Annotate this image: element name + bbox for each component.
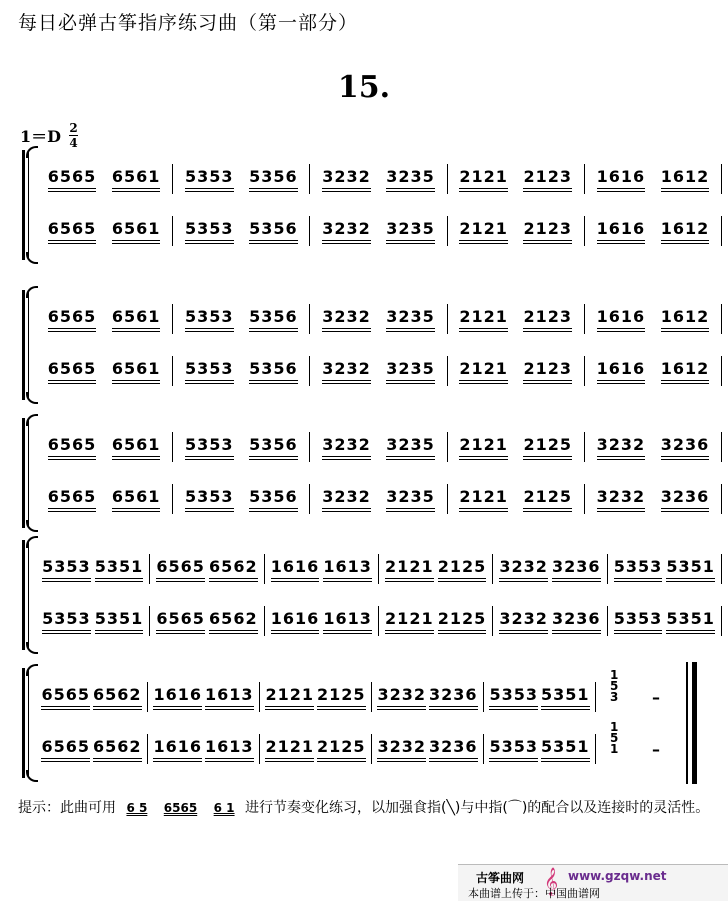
note-group: 1616 xyxy=(271,609,320,634)
note-group: 2121 xyxy=(385,557,434,582)
score-system xyxy=(22,418,722,528)
measure xyxy=(310,432,447,462)
note-group: 1616 xyxy=(597,307,646,332)
measure xyxy=(372,682,484,712)
score-system xyxy=(22,540,722,650)
measure xyxy=(173,164,310,194)
note-group: 2125 xyxy=(317,685,366,710)
measure xyxy=(493,606,607,636)
measure xyxy=(448,304,585,334)
note-group: 5356 xyxy=(249,487,298,512)
note-group: 6561 xyxy=(112,359,161,384)
note-group: 5356 xyxy=(249,219,298,244)
chord-note: 3 xyxy=(610,690,619,704)
measure xyxy=(310,164,447,194)
measure xyxy=(265,606,379,636)
note-group: 5356 xyxy=(249,359,298,384)
note-group: 3236 xyxy=(552,609,601,634)
measure xyxy=(36,432,173,462)
measure xyxy=(36,304,173,334)
system-brace xyxy=(22,290,32,400)
note-group: 3236 xyxy=(429,737,478,762)
note-group: 1616 xyxy=(597,359,646,384)
note-group: 3232 xyxy=(322,167,371,192)
note-group: 5353 xyxy=(185,219,234,244)
hint-note-2: 6565 xyxy=(163,801,198,815)
note-group: 1616 xyxy=(153,685,202,710)
upper-staff-row xyxy=(36,164,722,194)
note-group: 3235 xyxy=(386,167,435,192)
note-group: 2121 xyxy=(459,435,508,460)
measure xyxy=(260,734,372,764)
lower-staff-row xyxy=(36,734,596,764)
note-group: 6565 xyxy=(48,307,97,332)
note-group: 1616 xyxy=(271,557,320,582)
measure xyxy=(448,356,585,386)
note-group: 3232 xyxy=(377,737,426,762)
note-group: 5353 xyxy=(185,307,234,332)
measure xyxy=(36,734,148,764)
measure xyxy=(173,484,310,514)
note-group: 5353 xyxy=(185,435,234,460)
measure xyxy=(150,606,264,636)
note-group: 5353 xyxy=(614,609,663,634)
note-group: 2123 xyxy=(523,359,572,384)
note-group: 6562 xyxy=(209,557,258,582)
hint-note-1: 6 5 xyxy=(126,801,148,815)
note-group: 2121 xyxy=(459,167,508,192)
note-group: 2121 xyxy=(265,737,314,762)
note-group: 3232 xyxy=(377,685,426,710)
measure xyxy=(448,484,585,514)
score-system xyxy=(22,150,722,260)
footer-credit: 本曲谱上传于：中国曲谱网 xyxy=(468,887,600,900)
upper-staff-row xyxy=(36,682,596,712)
note-group: 2123 xyxy=(523,167,572,192)
note-group: 3232 xyxy=(499,557,548,582)
measure xyxy=(36,164,173,194)
measure xyxy=(379,554,493,584)
note-group: 5353 xyxy=(489,685,538,710)
lower-chord xyxy=(610,722,618,755)
note-group: 6565 xyxy=(48,167,97,192)
note-group: 5356 xyxy=(249,307,298,332)
score-system xyxy=(22,290,722,400)
measure xyxy=(310,484,447,514)
measure xyxy=(608,606,722,636)
chord-note: 5 xyxy=(610,679,619,693)
note-group: 5353 xyxy=(42,609,91,634)
measure xyxy=(173,356,310,386)
note-group: 3236 xyxy=(552,557,601,582)
note-group: 6561 xyxy=(112,167,161,192)
note-group: 3232 xyxy=(322,435,371,460)
system-brace xyxy=(22,150,32,260)
note-group: 2121 xyxy=(385,609,434,634)
note-group: 3236 xyxy=(661,487,710,512)
note-group: 5353 xyxy=(185,487,234,512)
note-group: 2125 xyxy=(523,487,572,512)
measure xyxy=(585,304,722,334)
measure xyxy=(379,606,493,636)
practice-hint xyxy=(18,796,718,820)
note-group: 1612 xyxy=(661,307,710,332)
sustain-dash: – xyxy=(652,740,660,759)
note-group: 2121 xyxy=(459,219,508,244)
note-group: 3236 xyxy=(661,435,710,460)
note-group: 2121 xyxy=(265,685,314,710)
upper-staff-row xyxy=(36,554,722,584)
note-group: 2125 xyxy=(438,609,487,634)
note-group: 6565 xyxy=(48,487,97,512)
measure xyxy=(484,734,596,764)
measure xyxy=(310,356,447,386)
note-group: 3232 xyxy=(322,359,371,384)
measure xyxy=(173,304,310,334)
measure xyxy=(448,432,585,462)
meter-top: 2 xyxy=(69,121,78,135)
note-group: 6562 xyxy=(93,685,142,710)
footer-domain: www.gzqw.net xyxy=(568,869,667,883)
hint-note-3: 6 1 xyxy=(213,801,235,815)
lower-staff-row xyxy=(36,216,722,246)
chord-note: 5 xyxy=(610,731,619,745)
note-group: 5351 xyxy=(541,685,590,710)
note-group: 3232 xyxy=(597,487,646,512)
sustain-dash: – xyxy=(652,688,660,707)
note-group: 1612 xyxy=(661,359,710,384)
note-group: 5351 xyxy=(666,557,715,582)
measure xyxy=(585,216,722,246)
note-group: 6565 xyxy=(48,359,97,384)
final-barline-thin xyxy=(686,662,688,784)
note-group: 6561 xyxy=(112,487,161,512)
measure xyxy=(260,682,372,712)
measure xyxy=(36,606,150,636)
piece-number: 15. xyxy=(337,70,391,105)
footer-site-name: 古筝曲网 xyxy=(476,871,525,885)
note-group: 5351 xyxy=(541,737,590,762)
note-group: 3232 xyxy=(597,435,646,460)
note-group: 1612 xyxy=(661,219,710,244)
note-group: 3232 xyxy=(322,219,371,244)
note-group: 5351 xyxy=(95,609,144,634)
note-group: 1613 xyxy=(205,685,254,710)
measure xyxy=(493,554,607,584)
note-group: 6562 xyxy=(93,737,142,762)
measure xyxy=(148,734,260,764)
score-system xyxy=(22,668,722,778)
note-group: 5353 xyxy=(185,167,234,192)
measure xyxy=(585,484,722,514)
note-group: 3232 xyxy=(322,487,371,512)
note-group: 2123 xyxy=(523,307,572,332)
note-group: 6565 xyxy=(156,557,205,582)
measure xyxy=(585,432,722,462)
measure xyxy=(173,432,310,462)
note-group: 2125 xyxy=(523,435,572,460)
time-signature xyxy=(69,122,78,149)
system-brace xyxy=(22,668,32,778)
note-group: 5353 xyxy=(42,557,91,582)
measure xyxy=(265,554,379,584)
note-group: 3235 xyxy=(386,487,435,512)
note-group: 1616 xyxy=(597,167,646,192)
note-group: 3235 xyxy=(386,219,435,244)
note-group: 5351 xyxy=(95,557,144,582)
chord-note: 1 xyxy=(610,742,619,756)
measure xyxy=(148,682,260,712)
note-group: 2125 xyxy=(317,737,366,762)
note-group: 5353 xyxy=(614,557,663,582)
note-group: 2121 xyxy=(459,487,508,512)
measure xyxy=(484,682,596,712)
key-signature xyxy=(20,122,78,149)
key-label: 1＝D xyxy=(20,127,62,146)
note-group: 5356 xyxy=(249,435,298,460)
hint-text: 进行节奏变化练习，以加强食指(╲)与中指(⌒)的配合以及连接时的灵活性。 xyxy=(245,800,710,816)
note-group: 3235 xyxy=(386,359,435,384)
measure xyxy=(448,216,585,246)
note-group: 1613 xyxy=(205,737,254,762)
note-group: 6565 xyxy=(48,435,97,460)
note-group: 3236 xyxy=(429,685,478,710)
chord-note: 1 xyxy=(610,720,619,734)
note-group: 3232 xyxy=(499,609,548,634)
lower-staff-row xyxy=(36,484,722,514)
note-group: 5353 xyxy=(489,737,538,762)
system-brace xyxy=(22,540,32,650)
chord-note: 1 xyxy=(610,668,619,682)
upper-staff-row xyxy=(36,304,722,334)
measure xyxy=(310,304,447,334)
hint-prefix: 提示：此曲可用 xyxy=(18,800,116,816)
watermark-footer xyxy=(458,864,728,901)
note-group: 1613 xyxy=(323,557,372,582)
page-header-title: 每日必弹古筝指序练习曲（第一部分） xyxy=(18,12,359,34)
note-group: 2121 xyxy=(459,359,508,384)
note-group: 3235 xyxy=(386,307,435,332)
note-group: 6561 xyxy=(112,307,161,332)
measure xyxy=(36,554,150,584)
note-group: 5351 xyxy=(666,609,715,634)
upper-staff-row xyxy=(36,432,722,462)
lower-staff-row xyxy=(36,356,722,386)
note-group: 1613 xyxy=(323,609,372,634)
measure xyxy=(585,356,722,386)
note-group: 6565 xyxy=(41,685,90,710)
note-group: 5353 xyxy=(185,359,234,384)
measure xyxy=(310,216,447,246)
note-group: 1616 xyxy=(597,219,646,244)
final-measure xyxy=(602,668,712,778)
note-group: 6561 xyxy=(112,219,161,244)
note-group: 6562 xyxy=(209,609,258,634)
note-group: 3235 xyxy=(386,435,435,460)
note-group: 3232 xyxy=(322,307,371,332)
measure xyxy=(173,216,310,246)
note-group: 5356 xyxy=(249,167,298,192)
note-group: 1616 xyxy=(153,737,202,762)
lower-staff-row xyxy=(36,606,722,636)
measure xyxy=(36,682,148,712)
note-group: 1612 xyxy=(661,167,710,192)
measure xyxy=(150,554,264,584)
note-group: 2123 xyxy=(523,219,572,244)
treble-clef-icon: 𝄞 xyxy=(544,867,559,895)
measure xyxy=(36,216,173,246)
final-barline-thick xyxy=(692,662,697,784)
note-group: 6565 xyxy=(41,737,90,762)
system-brace xyxy=(22,418,32,528)
upper-chord xyxy=(610,670,618,703)
note-group: 6561 xyxy=(112,435,161,460)
meter-bottom: 4 xyxy=(69,136,78,150)
note-group: 2125 xyxy=(438,557,487,582)
measure xyxy=(372,734,484,764)
note-group: 2121 xyxy=(459,307,508,332)
note-group: 6565 xyxy=(48,219,97,244)
note-group: 6565 xyxy=(156,609,205,634)
measure xyxy=(36,356,173,386)
measure xyxy=(448,164,585,194)
measure xyxy=(585,164,722,194)
measure xyxy=(608,554,722,584)
measure xyxy=(36,484,173,514)
